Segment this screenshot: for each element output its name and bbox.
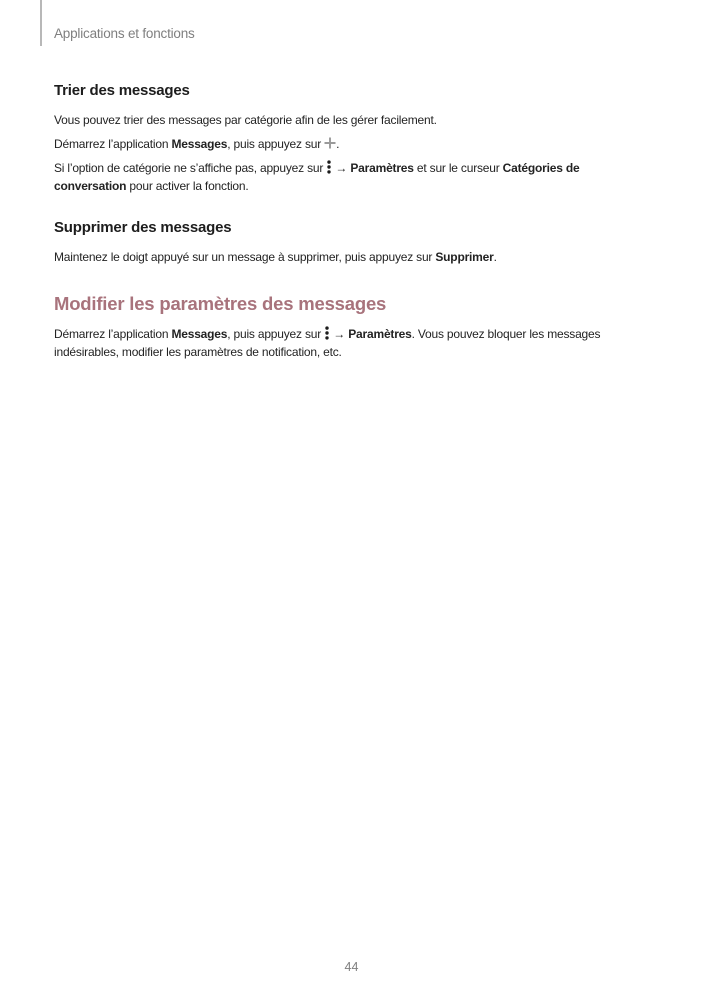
text-run: , puis appuyez sur [227,327,325,341]
text-run: Démarrez l’application [54,327,172,341]
page-number: 44 [344,960,359,974]
paragraph [54,248,666,266]
section-trier-des-messages [54,82,666,195]
text-run: pour activer la fonction. [126,179,249,193]
accent-section-heading: Modifier les paramètres des messages [54,293,387,314]
emphasis-text: Messages [171,137,228,151]
text-run: . Vous pouvez bloquer les messages [411,327,601,341]
more-options-icon [327,160,331,174]
paragraph [54,325,666,361]
text-run: Démarrez l’application [54,137,172,151]
paragraph [54,135,666,153]
text-run: , puis appuyez sur [227,137,325,151]
emphasis-text: conversation [54,179,127,193]
text-run: → [330,327,349,341]
header-rule [40,0,42,46]
plus-icon [324,137,336,149]
text-run: . [336,137,340,151]
page-content [54,82,666,367]
text-run: → [332,161,351,175]
emphasis-text: Paramètres [348,327,412,341]
emphasis-text: Messages [171,327,228,341]
paragraph [54,159,666,195]
emphasis-text: Paramètres [350,161,414,175]
emphasis-text: Catégories de [502,161,580,175]
text-run: Maintenez le doigt appuyé sur un message à supprimer, puis appuyez sur [54,250,436,264]
paragraph [54,111,666,129]
text-run: Si l’option de catégorie ne s’affiche pas, appuyez sur [54,161,327,175]
text-run: et sur le curseur [413,161,503,175]
section-modifier-parametres [54,293,666,361]
text-run: Vous pouvez trier des messages par catégorie afin de les gérer facilement. [54,113,437,127]
section-supprimer-des-messages [54,219,666,266]
chapter-header: Applications et fonctions [54,26,195,41]
section-heading: Supprimer des messages [54,219,232,236]
more-options-icon [325,326,329,340]
text-run: . [493,250,497,264]
section-heading: Trier des messages [54,82,190,99]
text-run: indésirables, modifier les paramètres de notification, etc. [54,345,342,359]
emphasis-text: Supprimer [435,250,494,264]
